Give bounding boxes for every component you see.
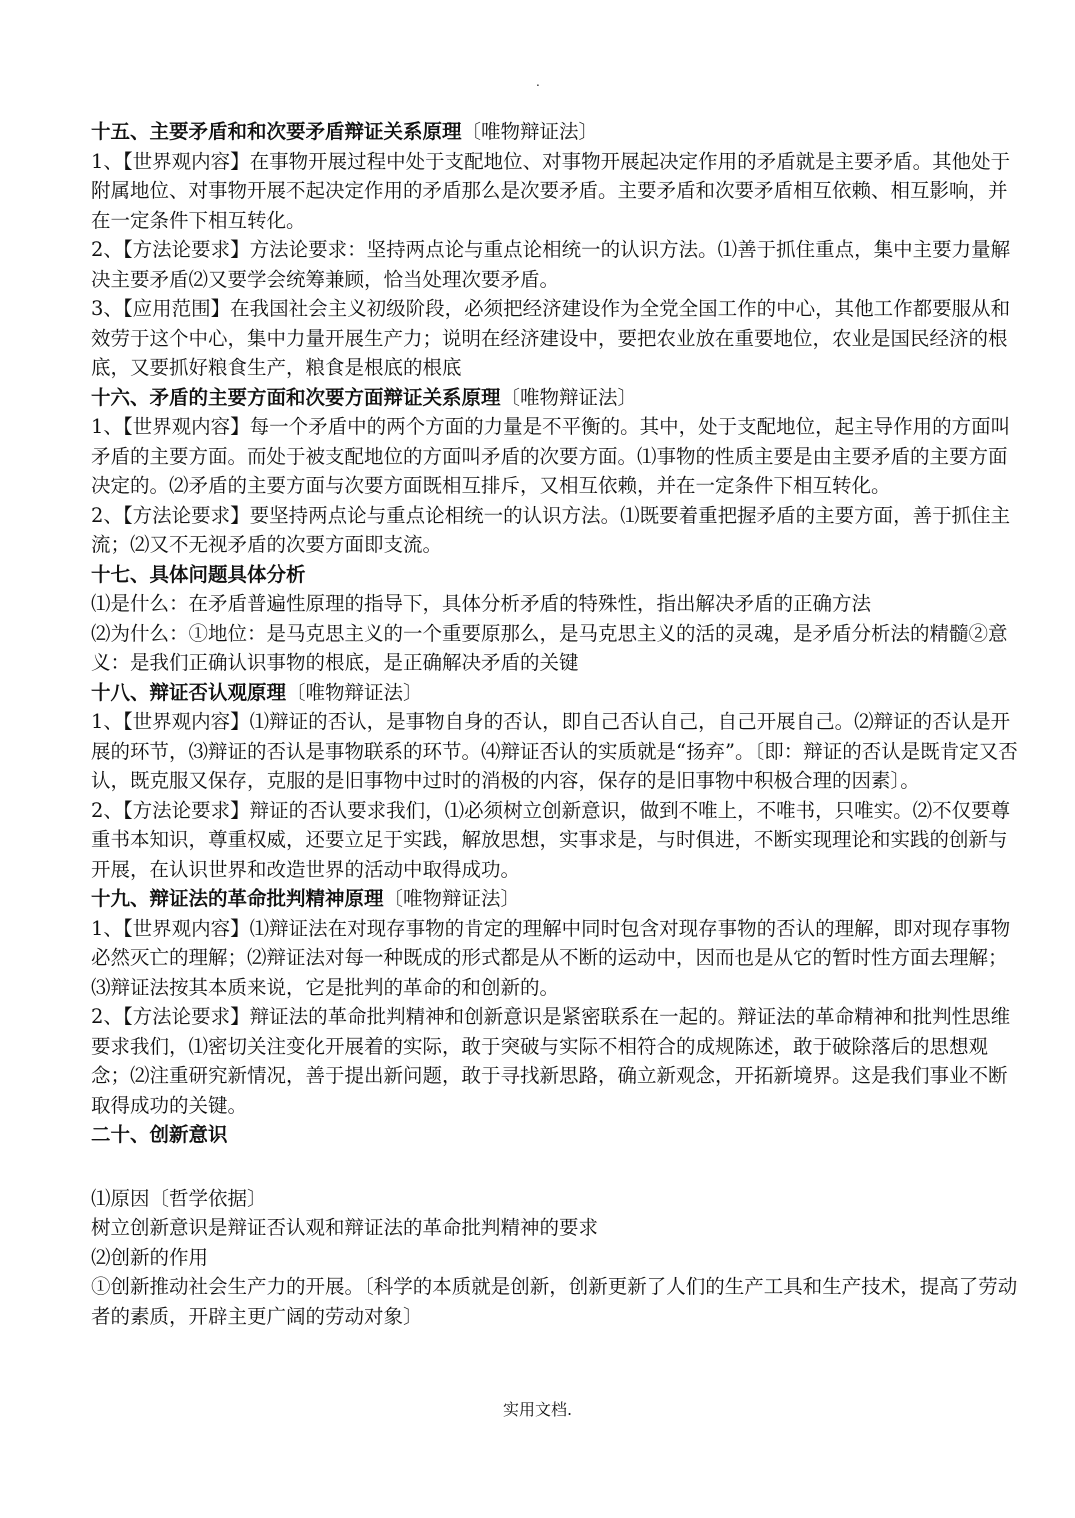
section-19-paragraph-1: 1、【世界观内容】⑴辩证法在对现存事物的肯定的理解中同时包含对现存事物的否认的理解，即对现存事物必然灭亡的理解；⑵辩证法对每一种既成的形式都是从不断的运动中，因而也是从它的暂时性方面去理解；⑶辩证法按其本质来说，它是批判的革命的和创新的。 xyxy=(91,916,1011,999)
section-15-paragraph-2: 2、【方法论要求】方法论要求：坚持两点论与重点论相统一的认识方法。⑴善于抓住重点，集中主要力量解决主要矛盾⑵又要学会统筹兼顾，恰当处理次要矛盾。 xyxy=(91,238,1011,291)
document-body xyxy=(91,117,1026,1331)
section-19-paragraph-2: 2、【方法论要求】辩证法的革命批判精神和创新意识是紧密联系在一起的。辩证法的革命精神和批判性思维要求我们，⑴密切关注变化开展着的实际，敢于突破与实际不相符合的成规陈述，敢于破除落后的思想观念；⑵注重研究新情况，善于提出新问题，敢于寻找新思路，确立新观念，开拓新境界。这是我们事业不断取得成功的关键。 xyxy=(91,1005,1011,1117)
header-mark: . xyxy=(536,75,540,89)
section-18-title: 十八、辩证否认观原理 xyxy=(91,680,287,704)
section-16-heading xyxy=(91,383,1026,413)
section-20-line-1: ⑴原因〔哲学依据〕 xyxy=(91,1186,267,1210)
section-15-heading xyxy=(91,117,1026,147)
section-20-line-4: ①创新推动社会生产力的开展。〔科学的本质就是创新，创新更新了人们的生产工具和生产技术，提高了劳动者的素质，开辟主更广阔的劳动对象〕 xyxy=(91,1275,1018,1328)
section-18-paragraph-1: 1、【世界观内容】⑴辩证的否认，是事物自身的否认，即自己否认自己，自己开展自己。⑵辩证的否认是开展的环节，⑶辩证的否认是事物联系的环节。⑷辩证否认的实质就是“扬弃”。〔即：辩证的否认是既肯定又否认，既克服又保存，克服的是旧事物中过时的消极的内容，保存的是旧事物中积极合理的因素〕。 xyxy=(91,710,1018,792)
section-16-title: 十六、矛盾的主要方面和次要方面辩证关系原理 xyxy=(91,385,501,409)
section-17-paragraph-1: ⑴是什么：在矛盾普遍性原理的指导下，具体分析矛盾的特殊性，指出解决矛盾的正确方法 xyxy=(91,592,872,615)
section-20-line-3: ⑵创新的作用 xyxy=(91,1245,209,1269)
section-20-heading: 二十、创新意识 xyxy=(91,1123,228,1146)
section-17-paragraph-2: ⑵为什么：①地位：是马克思主义的一个重要原那么，是马克思主义的活的灵魂，是矛盾分析法的精髓②意义：是我们正确认识事物的根底，是正确解决矛盾的关键 xyxy=(91,621,1008,674)
section-15-tag: 〔唯物辩证法〕 xyxy=(461,120,599,143)
section-15-paragraph-1: 1、【世界观内容】在事物开展过程中处于支配地位、对事物开展起决定作用的矛盾就是主要矛盾。其他处于附属地位、对事物开展不起决定作用的矛盾那么是次要矛盾。主要矛盾和次要矛盾相互依赖、相互影响，并在一定条件下相互转化。 xyxy=(91,149,1011,232)
section-15-title: 十五、主要矛盾和和次要矛盾辩证关系原理 xyxy=(91,120,462,143)
section-20-line-2: 树立创新意识是辩证否认观和辩证法的革命批判精神的要求 xyxy=(91,1216,599,1239)
page-footer: 实用文档. xyxy=(502,1400,573,1419)
section-18-paragraph-2: 2、【方法论要求】辩证的否认要求我们，⑴必须树立创新意识，做到不唯上，不唯书，只唯实。⑵不仅要尊重书本知识，尊重权威，还要立足于实践，解放思想，实事求是，与时俱进，不断实现理论和实践的创新与开展，在认识世界和改造世界的活动中取得成功。 xyxy=(91,798,1011,881)
section-18-heading xyxy=(91,678,1026,708)
section-18-tag: 〔唯物辩证法〕 xyxy=(286,680,423,704)
section-16-paragraph-2: 2、【方法论要求】要坚持两点论与重点论相统一的认识方法。⑴既要着重把握矛盾的主要方面，善于抓住主流；⑵又不无视矛盾的次要方面即支流。 xyxy=(91,503,1011,556)
section-20-spacer xyxy=(91,1150,1026,1184)
section-15-paragraph-3: 3、【应用范围】在我国社会主义初级阶段，必须把经济建设作为全党全国工作的中心，其他工作都要服从和效劳于这个中心，集中力量开展生产力；说明在经济建设中，要把农业放在重要地位，农业是国民经济的根底，又要抓好粮食生产，粮食是根底的根底 xyxy=(91,297,1011,379)
section-17-heading: 十七、具体问题具体分析 xyxy=(91,562,306,586)
section-19-tag: 〔唯物辩证法〕 xyxy=(383,887,521,910)
section-16-paragraph-1: 1、【世界观内容】每一个矛盾中的两个方面的力量是不平衡的。其中，处于支配地位，起主导作用的方面叫矛盾的主要方面。而处于被支配地位的方面叫矛盾的次要方面。⑴事物的性质主要是由主要矛盾的主要方面决定的。⑵矛盾的主要方面与次要方面既相互排斥，又相互依赖，并在一定条件下相互转化。 xyxy=(91,415,1011,497)
section-19-heading xyxy=(91,884,1026,914)
section-16-tag: 〔唯物辩证法〕 xyxy=(500,385,638,409)
section-19-title: 十九、辩证法的革命批判精神原理 xyxy=(91,887,384,910)
